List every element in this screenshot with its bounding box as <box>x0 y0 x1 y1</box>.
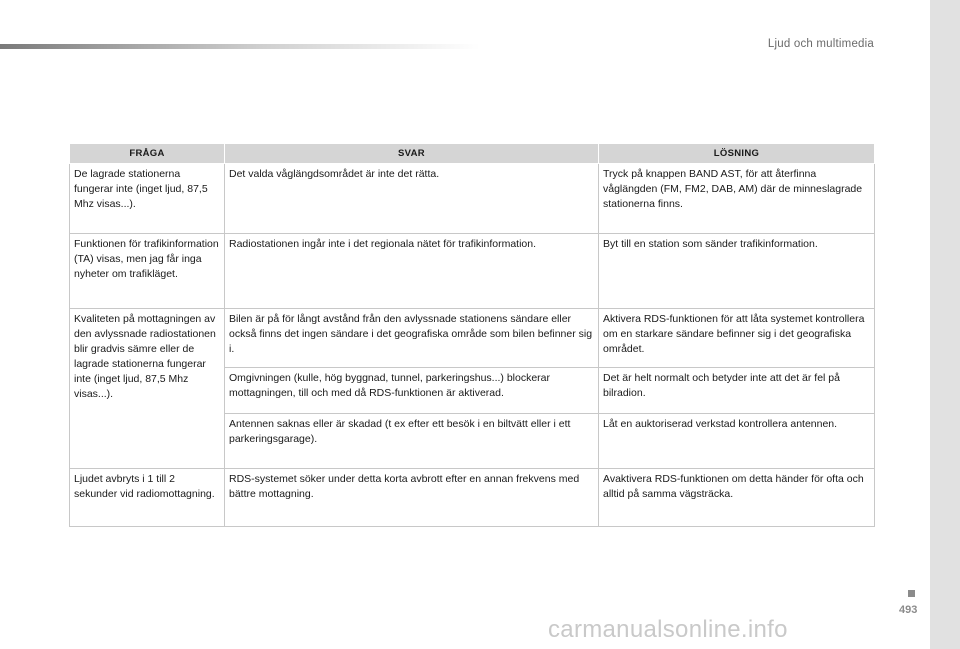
answer-cell: Bilen är på för långt avstånd från den avlyssnade stationens sändare eller också finns det ingen sändare i det geografiska område som bilen befinner sig i. <box>225 309 599 368</box>
table-row <box>70 234 875 309</box>
header-gradient-bar <box>0 44 480 49</box>
solution-cell: Tryck på knappen BAND AST, för att återfinna våglängden (FM, FM2, DAB, AM) där de minneslagrade stationerna finns. <box>599 164 875 234</box>
solution-cell: Låt en auktoriserad verkstad kontrollera antennen. <box>599 414 875 469</box>
column-header-answer: SVAR <box>225 144 599 164</box>
solution-cell: Det är helt normalt och betyder inte att det är fel på bilradion. <box>599 368 875 414</box>
page-marker-square <box>908 590 915 597</box>
answer-cell: Radiostationen ingår inte i det regionala nätet för trafikinformation. <box>225 234 599 309</box>
question-cell: De lagrade stationerna fungerar inte (inget ljud, 87,5 Mhz visas...). <box>70 164 225 234</box>
column-header-question: FRÅGA <box>70 144 225 164</box>
column-header-solution: LÖSNING <box>599 144 875 164</box>
answer-cell: RDS-systemet söker under detta korta avbrott efter en annan frekvens med bättre mottagning. <box>225 469 599 527</box>
table-header-row <box>70 144 875 164</box>
table-row <box>70 309 875 368</box>
table-row <box>70 469 875 527</box>
question-cell: Funktionen för trafikinformation (TA) visas, men jag får inga nyheter om trafikläget. <box>70 234 225 309</box>
solution-cell: Aktivera RDS-funktionen för att låta systemet kontrollera om en starkare sändare befinner sig i det geografiska området. <box>599 309 875 368</box>
solution-cell: Byt till en station som sänder trafikinformation. <box>599 234 875 309</box>
answer-cell: Det valda våglängdsområdet är inte det rätta. <box>225 164 599 234</box>
section-title: Ljud och multimedia <box>767 38 874 50</box>
watermark-text: carmanualsonline.info <box>548 616 788 643</box>
table-row <box>70 164 875 234</box>
answer-cell: Omgivningen (kulle, hög byggnad, tunnel, parkeringshus...) blockerar mottagningen, till och med då RDS-funktionen är aktiverad. <box>225 368 599 414</box>
page-number: 493 <box>899 604 918 616</box>
page-edge-strip <box>930 0 960 649</box>
answer-cell: Antennen saknas eller är skadad (t ex efter ett besök i en biltvätt eller i ett parkeringsgarage). <box>225 414 599 469</box>
solution-cell: Avaktivera RDS-funktionen om detta händer för ofta och alltid på samma vägsträcka. <box>599 469 875 527</box>
question-cell: Kvaliteten på mottagningen av den avlyssnade radiostationen blir gradvis sämre eller de lagrade stationerna fungerar inte (inget ljud, 87,5 Mhz visas...). <box>70 309 225 469</box>
question-cell: Ljudet avbryts i 1 till 2 sekunder vid radiomottagning. <box>70 469 225 527</box>
troubleshooting-table <box>69 143 875 527</box>
